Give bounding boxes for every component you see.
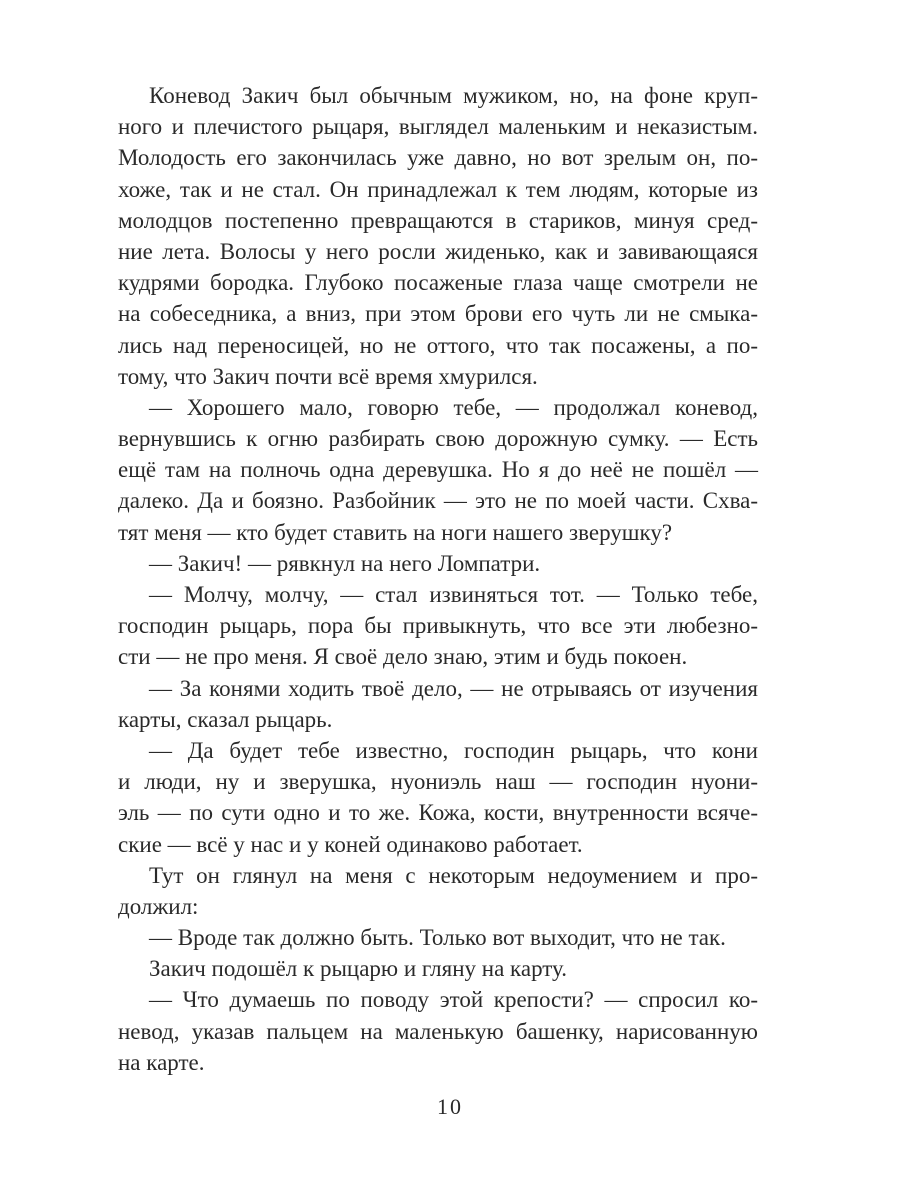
body-text — [118, 80, 758, 1078]
text-line: тому, что Закич почти всё время хмурился. — [118, 363, 538, 389]
text-line: господин рыцарь, пора бы привыкнуть, что все эти любезно- — [118, 613, 758, 639]
text-line: — Молчу, молчу, — стал извиняться тот. — Только тебе, — [149, 582, 758, 607]
text-line: невод, указав пальцем на маленькую башенку, нарисованную — [118, 1018, 758, 1044]
text-line: Тут он глянул на меня с некоторым недоумением и про- — [149, 862, 758, 888]
text-line: — Хорошего мало, говорю тебе, — продолжал коневод, — [149, 394, 758, 420]
text-line: — Да будет тебе известно, господин рыцарь, что кони — [149, 737, 758, 763]
text-line: карты, сказал рыцарь. — [118, 706, 333, 732]
text-line: — Закич! — рявкнул на него Ломпатри. — [149, 550, 541, 576]
page-number: 10 — [437, 1094, 463, 1119]
text-line: ного и плечистого рыцаря, выглядел маленьким и неказистым. — [118, 114, 758, 140]
text-line: ние лета. Волосы у него росли жиденько, как и завивающаяся — [118, 238, 758, 264]
text-line: лись над переносицей, но не оттого, что так посажены, а по- — [118, 332, 758, 358]
text-line: далеко. Да и боязно. Разбойник — это не по моей части. Схва- — [118, 488, 758, 514]
text-line: эль — по сути одно и то же. Кожа, кости, внутренности всяче- — [118, 800, 758, 826]
text-line: вернувшись к огню разбирать свою дорожную сумку. — Есть — [118, 426, 758, 452]
text-line: на карте. — [118, 1049, 205, 1075]
text-line: Коневод Закич был обычным мужиком, но, на фоне круп- — [149, 83, 758, 108]
text-line: Молодость его закончилась уже давно, но вот зрелым он, по- — [118, 145, 758, 171]
text-line: кудрями бородка. Глубоко посаженые глаза чаще смотрели не — [118, 270, 758, 296]
text-line: хоже, так и не стал. Он принадлежал к тем людям, которые из — [118, 176, 758, 202]
text-line: на собеседника, а вниз, при этом брови его чуть ли не смыка- — [118, 301, 758, 327]
text-line: ские — всё у нас и у коней одинаково работает. — [118, 831, 583, 857]
text-line: — Вроде так должно быть. Только вот выходит, что не так. — [149, 925, 726, 951]
text-line: тят меня — кто будет ставить на ноги нашего зверушку? — [118, 519, 673, 545]
text-line: молодцов постепенно превращаются в стариков, минуя сред- — [118, 207, 758, 233]
text-line: — Что думаешь по поводу этой крепости? — спросил ко- — [149, 987, 758, 1013]
text-line: должил: — [118, 893, 199, 919]
text-line: и люди, ну и зверушка, нуониэль наш — господин нуони- — [118, 769, 758, 795]
text-line: ещё там на полночь одна деревушка. Но я до неё не пошёл — — [118, 457, 758, 483]
text-line: — За конями ходить твоё дело, — не отрываясь от изучения — [149, 675, 758, 701]
text-line: сти — не про меня. Я своё дело знаю, этим и будь покоен. — [118, 644, 688, 670]
text-line: Закич подошёл к рыцарю и гляну на карту. — [149, 956, 567, 982]
